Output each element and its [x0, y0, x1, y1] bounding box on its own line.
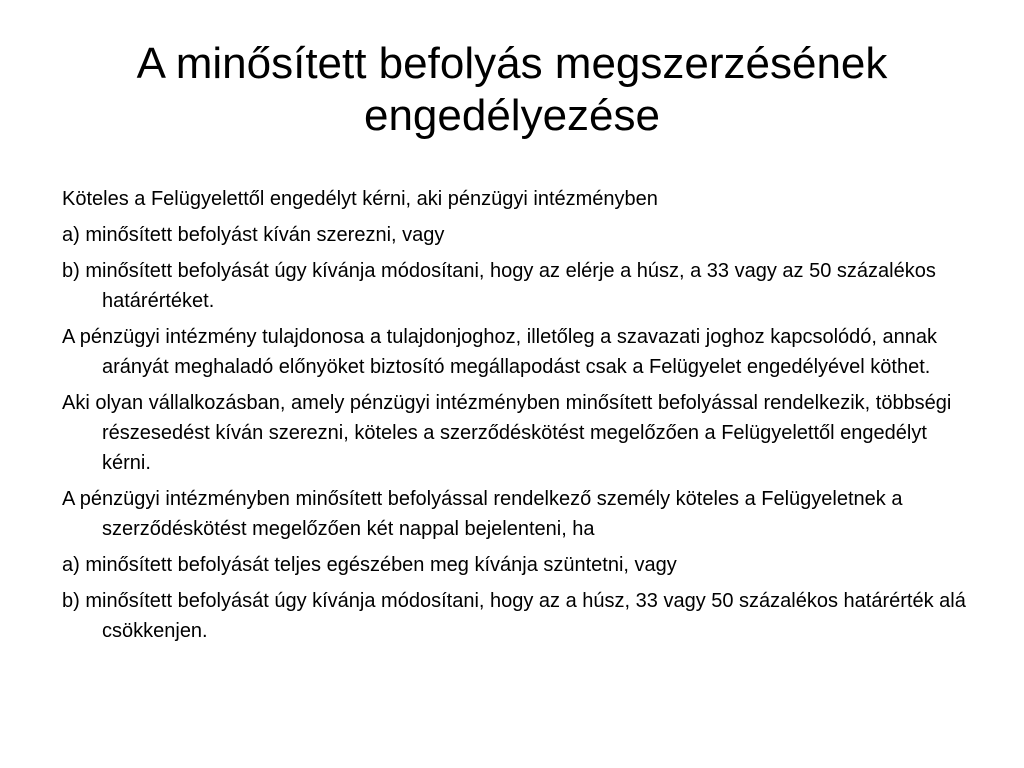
slide-title: A minősített befolyás megszerzésének engedélyezése — [136, 39, 888, 140]
paragraph-owner-agreement: A pénzügyi intézmény tulajdonosa a tulajdonjoghoz, illetőleg a szavazati joghoz kapcsolódó, annak arányát meghaladó előnyöket biztosító megállapodást csak a Felügyelet engedélyével köthet. — [62, 326, 938, 378]
paragraph-intro: Köteles a Felügyelettől engedélyt kérni, aki pénzügyi intézményben — [62, 188, 658, 210]
slide-body — [62, 184, 972, 652]
paragraph-majority-stake: Aki olyan vállalkozásban, amely pénzügyi intézményben minősített befolyással rendelkezik, többségi részesedést kíván szerezni, köteles a szerződéskötést megelőzően a Felügyelettől engedélyt kérni. — [62, 392, 952, 474]
paragraph-item-b: b) minősített befolyását úgy kívánja módosítani, hogy az elérje a húsz, a 33 vagy az 50 százalékos határértéket. — [62, 260, 936, 312]
paragraph-notify-item-b: b) minősített befolyását úgy kívánja módosítani, hogy az a húsz, 33 vagy 50 százalékos határérték alá csökkenjen. — [62, 590, 966, 642]
paragraph-notification: A pénzügyi intézményben minősített befolyással rendelkező személy köteles a Felügyeletnek a szerződéskötést megelőzően két nappal bejelenteni, ha — [62, 488, 903, 540]
paragraph-item-a: a) minősített befolyást kíván szerezni, vagy — [62, 224, 445, 246]
paragraph-notify-item-a: a) minősített befolyását teljes egészében meg kívánja szüntetni, vagy — [62, 554, 677, 576]
